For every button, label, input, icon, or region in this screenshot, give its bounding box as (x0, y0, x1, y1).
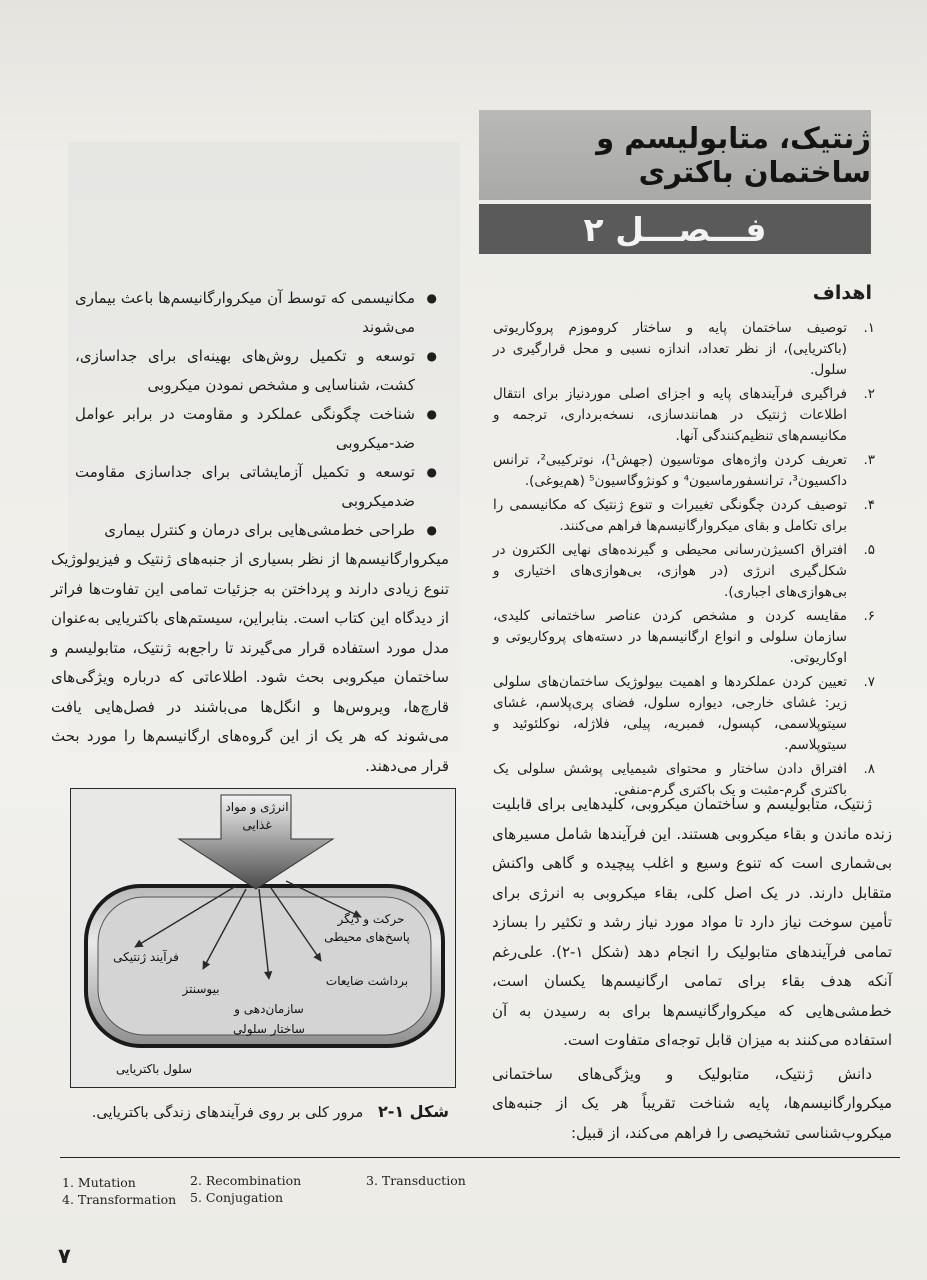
figure-caption-label: شکل ۱‑۲ (377, 1102, 449, 1121)
objective-item: ۲. فراگیری فرآیندهای پایه و اجزای اصلی موردنیاز برای انتقال اطلاعات ژنتیک در همانندسازی، نسخه‌برداری، ترجمه و مکانیسم‌های تنظیم‌کنندگی آنها. (493, 386, 875, 444)
chapter-title: ژنتیک، متابولیسم و ساختمان باکتری (596, 121, 871, 189)
chapter-label: فـــصـــل ۲ (583, 209, 767, 249)
body-paragraph: دانش ژنتیک، متابولیک و ویژگی‌های ساختمانی میکروارگانیسم‌ها، پایه شناخت تقریباً هر یک از جنبه‌های میکروب‌شناسی تشخیصی را فراهم می‌کند، از قبیل: (492, 1064, 892, 1142)
branch-biosynthesis: بیوسنتز (182, 982, 220, 996)
objective-item: ۵. افتراق اکسیژن‌رسانی محیطی و گیرنده‌های نهایی الکترون در شکل‌گیری انرژی (در هوازی، بی‌هوازی‌های اختیاری و بی‌هوازی‌های اجباری). (493, 542, 875, 600)
bullet-item: ● طراحی خط‌مشی‌هایی برای درمان و کنترل بیماری (75, 516, 437, 545)
figure-caption (49, 1102, 449, 1121)
bullet-dot-icon: ● (426, 349, 437, 363)
arrow-label-line1: انرژی و مواد (225, 800, 289, 814)
objective-item: ۸. افتراق دادن ساختار و محتوای شیمیایی پوشش سلولی یک باکتری گرم‑مثبت و یک باکتری گرم‑منفی. (493, 761, 875, 798)
figure-bacterial-life-processes (70, 788, 456, 1088)
chapter-label-banner (479, 204, 871, 254)
bullet-dot-icon: ● (426, 407, 437, 421)
cell-label: سلول باکتریایی (116, 1062, 193, 1076)
footnote-divider (60, 1157, 900, 1158)
body-paragraph: ژنتیک، متابولیسم و ساختمان میکروبی، کلیدهایی برای قابلیت زنده ماندن و بقاء میکروبی هستند. این فرآیندها شامل مسیرهای بی‌شماری است که تنوع وسیع و اغلب پیچیده و گاهی واکنش متقابل دارند. در یک اصل کلی، بقاء میکروبی به انرژی برای تأمین سوخت نیاز دارد تا مواد مورد نیاز رشد و تکثیر را بسازد تمامی فرآیندهای متابولیک را انجام دهد (شکل ۱‑۲). علی‌رغم آنکه هدف بقاء برای تمامی ارگانیسم‌ها یکسان است، خط‌مشی‌هایی که میکروارگانیسم‌ها برای به رسیدن به آن استفاده می‌کنند به میزان قابل توجه‌ای متفاوت است. (492, 795, 892, 1049)
objective-item: ۶. مقایسه کردن و مشخص کردن عناصر ساختمانی کلیدی، سازمان سلولی و انواع ارگانیسم‌ها در دسته‌های پروکاریوتی و اوکاریوتی. (493, 608, 875, 666)
footnote-2: 2. Recombination (190, 1173, 302, 1188)
objective-item: ۳. تعریف کردن واژه‌های موتاسیون (جهش¹)، نوترکیبی²، ترانس داکسیون³، ترانسفورماسیون⁴ و کونژوگاسیون⁵ (هم‌یوغی). (493, 452, 875, 489)
objective-item: ۴. توصیف کردن چگونگی تغییرات و تنوع ژنتیک که مکانیسمی را برای تکامل و بقای میکروارگانیسم‌ها فراهم می‌کنند. (493, 497, 875, 534)
bullet-item: ● توسعه و تکمیل روش‌های بهینه‌ای برای جداسازی، کشت، شناسایی و مشخص نمودن میکروبی (75, 342, 437, 400)
figure-diagram (71, 789, 455, 1087)
arrow-label-line2: غذایی (242, 818, 272, 832)
diagnostic-aspects-list (75, 284, 437, 545)
branch-organization-line2: ساختار سلولی (233, 1022, 305, 1036)
bullet-dot-icon: ● (426, 523, 437, 537)
objectives-heading: اهداف (812, 282, 872, 304)
page-number: ۷ (58, 1244, 71, 1268)
branch-waste-removal: برداشت ضایعات (325, 974, 409, 988)
right-body-text (492, 790, 892, 1152)
footnote-5: 5. Conjugation (190, 1190, 284, 1205)
footnote-3: 3. Transduction (366, 1173, 466, 1188)
branch-genetic-process: فرآیند ژنتیکی (113, 950, 179, 964)
objective-item: ۱. توصیف ساختمان پایه و ساختار کروموزم پروکاریوتی (باکتریایی)، از نظر تعداد، اندازه نسبی و محل قرارگیری در سلول. (493, 320, 875, 378)
objectives-list (493, 318, 875, 804)
bullet-dot-icon: ● (426, 291, 437, 305)
figure-caption-text: مرور کلی بر روی فرآیندهای زندگی باکتریایی. (91, 1105, 364, 1121)
branch-motility-line1: حرکت و دیگر (337, 912, 405, 926)
chapter-title-banner (479, 110, 871, 200)
bullet-dot-icon: ● (426, 465, 437, 479)
bullet-item: ● مکانیسمی که توسط آن میکروارگانیسم‌ها باعث بیماری می‌شوند (75, 284, 437, 342)
footnote-1: 1. Mutation (62, 1175, 136, 1190)
bullet-item: ● شناخت چگونگی عملکرد و مقاومت در برابر عوامل ضد‑میکروبی (75, 400, 437, 458)
branch-organization-line1: سازمان‌دهی و (234, 1002, 304, 1016)
left-paragraph: میکروارگانیسم‌ها از نظر بسیاری از جنبه‌های ژنتیک و فیزیولوژیک تنوع زیادی دارند و پرداختن به جزئیات تمامی این تفاوت‌ها فراتر از دیدگاه این کتاب است. بنابراین، سیستم‌های باکتریایی به‌عنوان مدل مورد استفاده قرار می‌گیرند تا راجع‌به ژنتیک، متابولیسم و ساختمان میکروبی بحث شود. اطلاعاتی که درباره ویژگی‌های قارچ‌ها، ویروس‌ها و انگل‌ها می‌باشند در فصل‌هایی یافت می‌شوند که هر یک از این گروه‌های ارگانیسم‌ها را مورد بحث قرار می‌دهند. (51, 550, 449, 775)
footnote-4: 4. Transformation (62, 1192, 177, 1207)
bullet-item: ● توسعه و تکمیل آزمایشاتی برای جداسازی مقاومت ضدمیکروبی (75, 458, 437, 516)
objective-item: ۷. تعیین کردن عملکردها و اهمیت بیولوژیک ساختمان‌های سلولی زیر: غشای خارجی، دیواره سلول، فضای پری‌پلاسم، غشای سیتوپلاسمی، کپسول، فمبریه، پیلی، فلاژله، نوکلئوئید و سیتوپلاسم. (493, 674, 875, 753)
branch-motility-line2: پاسخ‌های محیطی (324, 930, 410, 944)
